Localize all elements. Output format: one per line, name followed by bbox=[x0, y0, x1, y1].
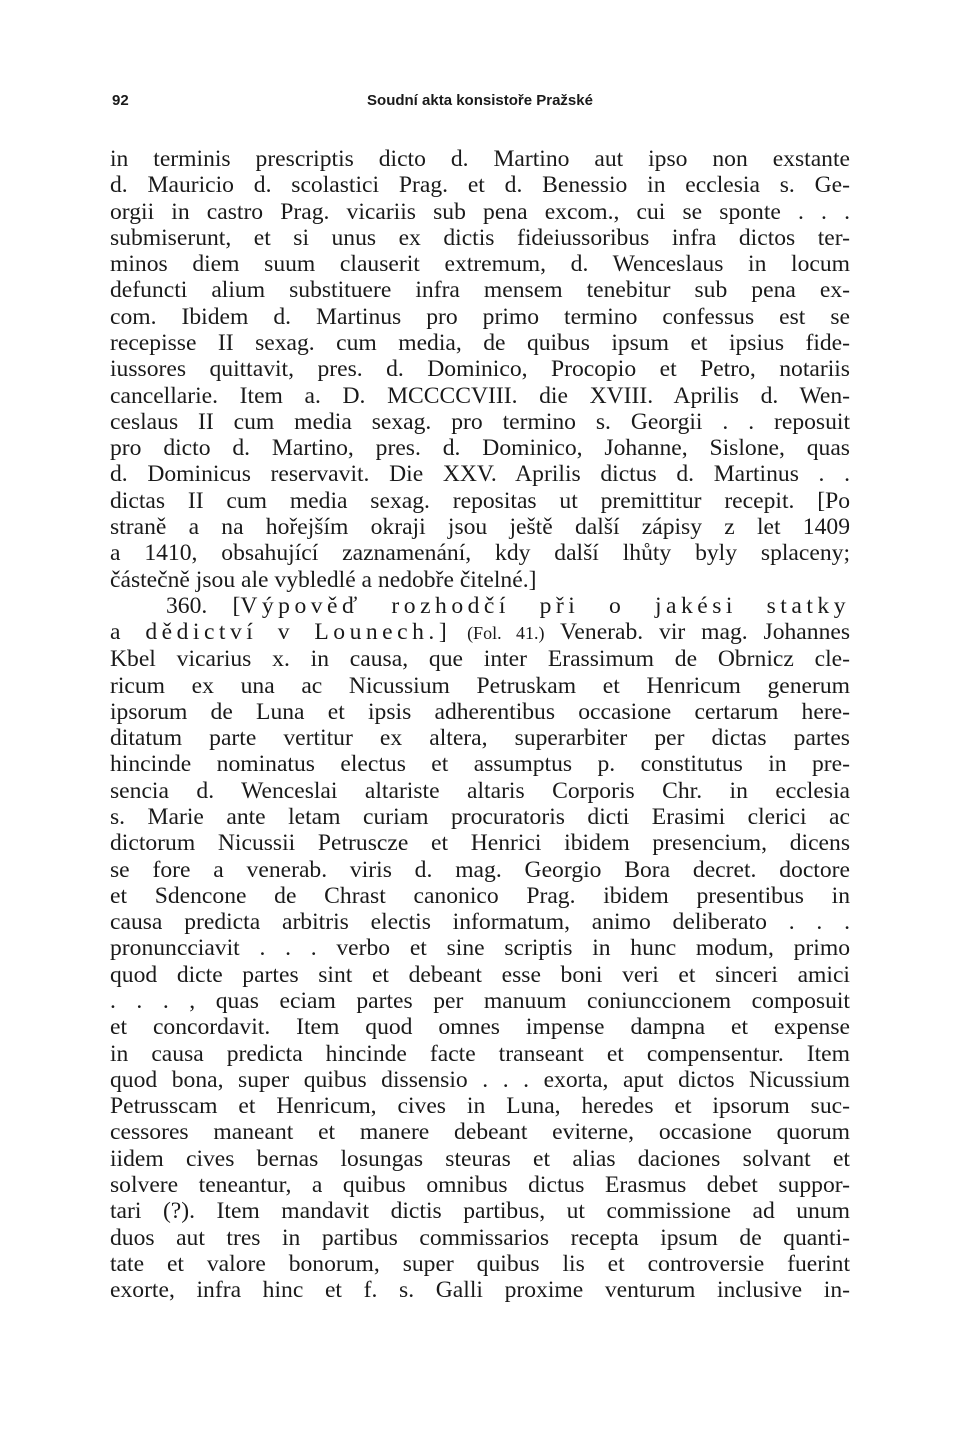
text-line: se fore a venerab. viris d. mag. Georgio Bora decret. doctore bbox=[110, 856, 850, 883]
text-line: duos aut tres in partibus commissarios recepta ipsum de quanti- bbox=[110, 1224, 850, 1251]
text-line: dictorum Nicussii Petruscze et Henrici ibidem presencium, dicens bbox=[110, 830, 850, 857]
text-line: iidem cives bernas losungas steuras et alias daciones solvant et bbox=[110, 1145, 850, 1172]
text-line: iussores quittavit, pres. d. Dominico, Procopio et Petro, notariis bbox=[110, 356, 850, 383]
text-line: s. Marie ante letam curiam procuratoris dicti Erasimi clerici ac bbox=[110, 804, 850, 831]
text-line: exorte, infra hinc et f. s. Galli proxime venturum inclusive in- bbox=[110, 1277, 850, 1304]
text-line: tate et valore bonorum, super quibus lis et controversie fuerint bbox=[110, 1250, 850, 1277]
entry-heading-line-2 bbox=[110, 619, 850, 646]
text-line: et Sdencone de Chrast canonico Prag. ibidem presentibus in bbox=[110, 882, 850, 909]
text-line: defuncti alium substituere infra mensem tenebitur sub pena ex- bbox=[110, 277, 850, 304]
text-line: quod bona, super quibus dissensio . . . exorta, aput dictos Nicussium bbox=[110, 1066, 850, 1093]
entry-text-start: Venerab. vir mag. Johannes bbox=[560, 619, 851, 646]
text-line: d. Dominicus reservavit. Die XXV. Aprilis dictus d. Martinus . . bbox=[110, 461, 850, 488]
text-line: pro dicto d. Martino, pres. d. Dominico, Johanne, Sislone, quas bbox=[110, 435, 850, 462]
text-line: ditatum parte vertitur ex altera, superarbiter per dictas partes bbox=[110, 725, 850, 752]
text-line: ricum ex una ac Nicussium Petruskam et Henricum generum bbox=[110, 672, 850, 699]
text-line: Petrusscam et Henricum, cives in Luna, heredes et ipsorum suc- bbox=[110, 1093, 850, 1120]
text-line: recepisse II sexag. cum media, de quibus ipsum et ipsius fide- bbox=[110, 329, 850, 356]
text-line: orgii in castro Prag. vicariis sub pena excom., cui se sponte . . . bbox=[110, 198, 850, 225]
page-number: 92 bbox=[112, 92, 129, 109]
text-line: Kbel vicarius x. in causa, que inter Erassimum de Obrnicz cle- bbox=[110, 646, 850, 673]
text-line: submiserunt, et si unus ex dictis fideiussoribus infra dictos ter- bbox=[110, 224, 850, 251]
text-line: cessores maneant et manere debeant eviterne, occasione quorum bbox=[110, 1119, 850, 1146]
body-text bbox=[110, 146, 850, 1303]
text-line: ceslaus II cum media sexag. pro termino s. Georgii . . reposuit bbox=[110, 408, 850, 435]
page-header bbox=[112, 92, 848, 114]
text-line: ipsorum de Luna et ipsis adherentibus occasione certarum here- bbox=[110, 698, 850, 725]
running-title: Soudní akta konsistoře Pražské bbox=[367, 92, 593, 109]
text-line: quod dicte partes sint et debeant esse boni veri et sinceri amici bbox=[110, 961, 850, 988]
text-line: sencia d. Wenceslai altariste altaris Corporis Chr. in ecclesia bbox=[110, 777, 850, 804]
folio-reference: (Fol. 41.) bbox=[467, 623, 545, 644]
text-line: hincinde nominatus electus et assumptus p. constitutus in pre- bbox=[110, 751, 850, 778]
text-line: tari (?). Item mandavit dictis partibus, ut commissione ad unum bbox=[110, 1198, 850, 1225]
text-line: částečně jsou ale vybledlé a nedobře čitelné.] bbox=[110, 566, 537, 593]
entry-heading-line bbox=[110, 593, 850, 619]
entry-number: 360. bbox=[166, 592, 208, 619]
text-line: in terminis prescriptis dicto d. Martino aut ipso non exstante bbox=[110, 146, 850, 172]
text-line: a 1410, obsahující zaznamenání, kdy další lhůty byly splaceny; bbox=[110, 540, 850, 567]
text-line: straně a na hořejším okraji jsou ještě další zápisy z let 1409 bbox=[110, 513, 850, 540]
text-line: solvere teneantur, a quibus omnibus dictus Erasmus debet suppor- bbox=[110, 1171, 850, 1198]
entry-heading: Výpověď rozhodčí při o jakési statky bbox=[240, 592, 850, 619]
text-line: . . . , quas eciam partes per manuum coniunccionem composuit bbox=[110, 988, 850, 1014]
text-line: pronuncciavit . . . verbo et sine scriptis in hunc modum, primo bbox=[110, 935, 850, 962]
entry-heading-continued: a dědictví v Lounech.] bbox=[110, 619, 452, 646]
entry-heading-bracket: [ bbox=[232, 592, 241, 619]
text-line: cancellarie. Item a. D. MCCCCVIII. die XVIII. Aprilis d. Wen- bbox=[110, 382, 850, 409]
text-line: dictas II cum media sexag. repositas ut premittitur recepit. [Po bbox=[110, 487, 850, 514]
text-line: d. Mauricio d. scolastici Prag. et d. Benessio in ecclesia s. Ge- bbox=[110, 172, 850, 199]
text-line: com. Ibidem d. Martinus pro primo termino confessus est se bbox=[110, 303, 850, 330]
text-line: causa predicta arbitris electis informatum, animo deliberato . . . bbox=[110, 909, 850, 936]
text-line: in causa predicta hincinde facte transeant et compensentur. Item bbox=[110, 1040, 850, 1067]
text-line: minos diem suum clauserit extremum, d. Wenceslaus in locum bbox=[110, 251, 850, 278]
text-line: et concordavit. Item quod omnes impense dampna et expense bbox=[110, 1014, 850, 1041]
